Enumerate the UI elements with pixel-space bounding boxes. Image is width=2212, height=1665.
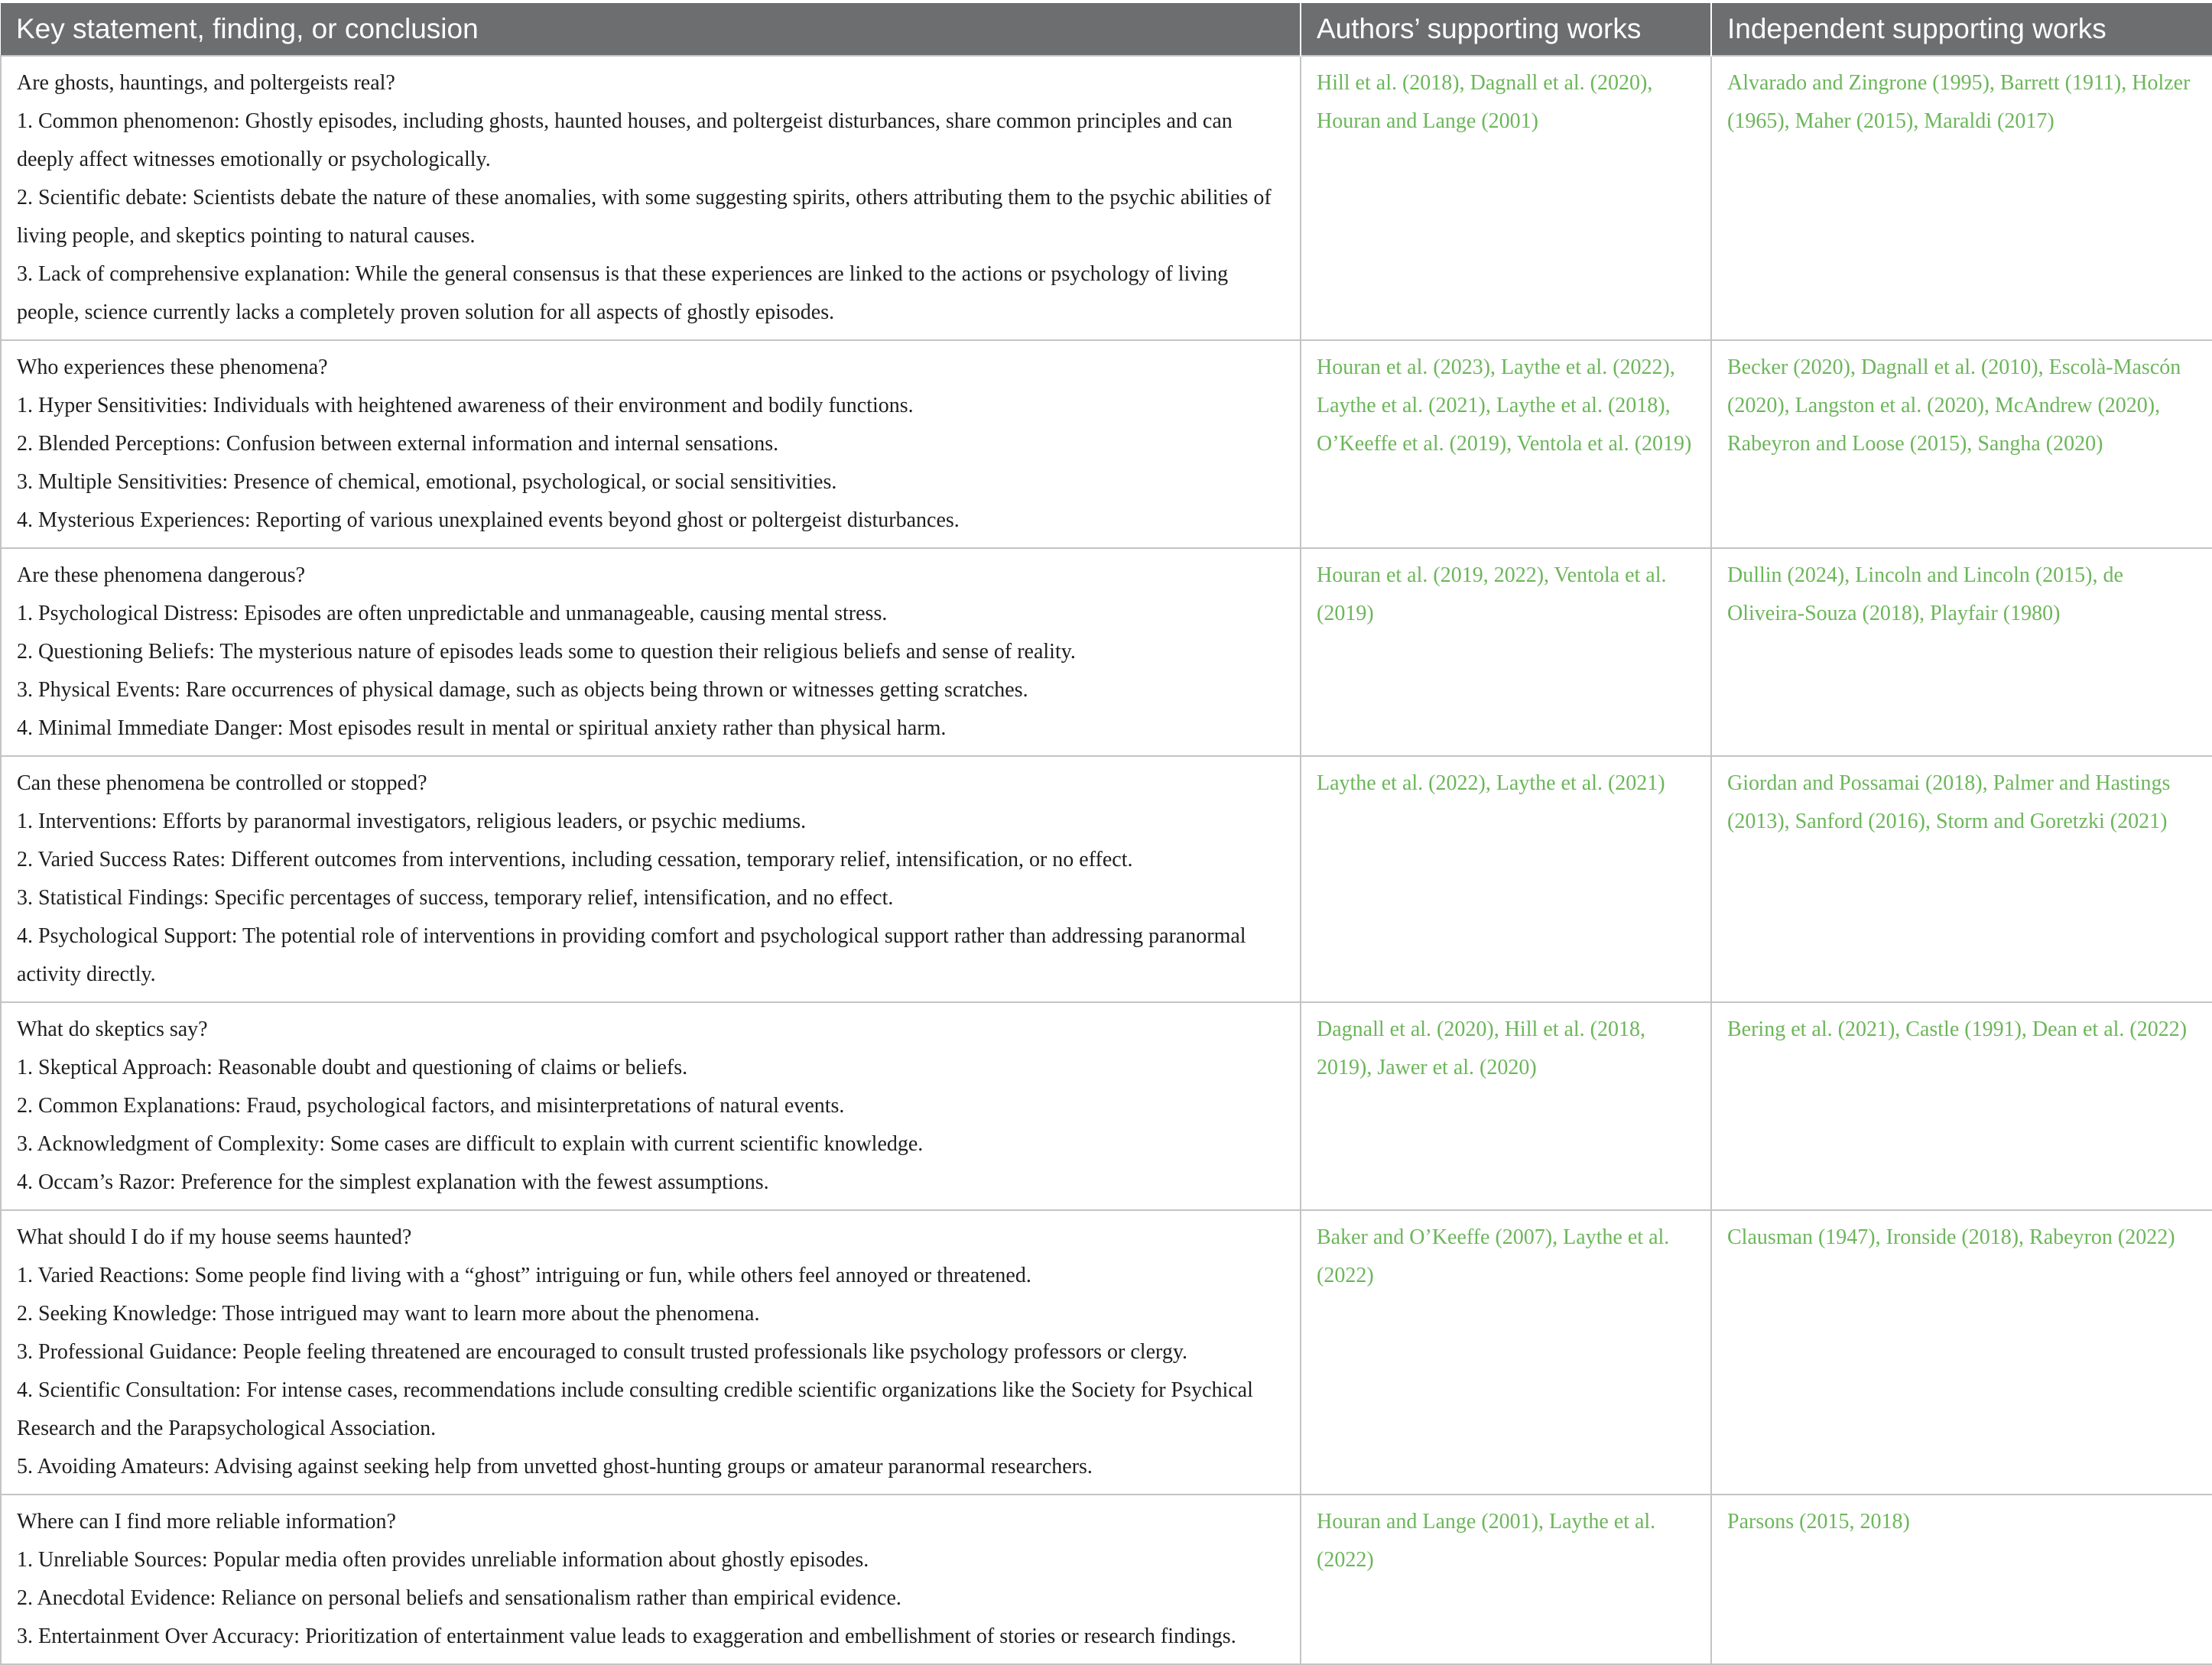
reference-separator: , — [1784, 109, 1795, 133]
row-point: 3. Statistical Findings: Specific percentages of success, temporary relief, intensification, and no effect. — [17, 886, 894, 910]
reference-link[interactable]: Jawer et al. (2020) — [1377, 1056, 1537, 1079]
authors-works-cell — [1301, 1210, 1711, 1495]
header-authors-works: Authors’ supporting works — [1301, 3, 1711, 56]
independent-works-cell — [1711, 1495, 2212, 1664]
reference-link[interactable]: Laythe et al. (2018) — [1496, 394, 1665, 417]
reference-separator: , — [2038, 355, 2049, 379]
reference-link[interactable]: Becker (2020) — [1727, 355, 1850, 379]
reference-link[interactable]: Clausman (1947) — [1727, 1225, 1876, 1249]
independent-works-cell — [1711, 548, 2212, 756]
reference-link[interactable]: O’Keeffe et al. (2019) — [1317, 432, 1507, 456]
table-row — [1, 548, 2212, 756]
reference-separator: , — [1913, 109, 1925, 133]
reference-link[interactable]: Houran et al. (2023) — [1317, 355, 1491, 379]
row-point: 2. Common Explanations: Fraud, psychological factors, and misinterpretations of natural events. — [17, 1094, 845, 1118]
reference-link[interactable]: Hill et al. (2018, 2019) — [1317, 1018, 1645, 1079]
table-row — [1, 1002, 2212, 1210]
reference-link[interactable]: Sangha (2020) — [1977, 432, 2103, 456]
reference-link[interactable]: McAndrew (2020) — [1994, 394, 2155, 417]
reference-link[interactable]: Laythe et al. (2022) — [1317, 1510, 1656, 1572]
header-row — [1, 3, 2212, 56]
reference-separator: , — [1919, 602, 1931, 625]
table-row — [1, 56, 2212, 340]
reference-separator: , — [1506, 432, 1517, 456]
reference-separator: , — [2121, 71, 2132, 95]
statement-cell — [1, 56, 1301, 340]
row-question: Can these phenomena be controlled or stopped? — [17, 771, 427, 795]
authors-works-cell — [1301, 548, 1711, 756]
statement-cell — [1, 1210, 1301, 1495]
row-point: 4. Minimal Immediate Danger: Most episodes result in mental or spiritual anxiety rather than physical harm. — [17, 716, 947, 740]
reference-separator: , — [2019, 1225, 2030, 1249]
statement-cell — [1, 548, 1301, 756]
row-question: What do skeptics say? — [17, 1018, 208, 1041]
row-point: 1. Unreliable Sources: Popular media often provides unreliable information about ghostly episodes. — [17, 1548, 869, 1572]
reference-separator: , — [1647, 71, 1653, 95]
reference-separator: , — [1538, 1510, 1550, 1534]
reference-separator: , — [1784, 394, 1795, 417]
row-point: 3. Physical Events: Rare occurrences of physical damage, such as objects being thrown or witnesses getting scratches. — [17, 678, 1028, 702]
reference-link[interactable]: Dagnall et al. (2020) — [1317, 1018, 1494, 1041]
reference-separator: , — [1784, 810, 1795, 833]
reference-link[interactable]: Houran et al. (2019, 2022) — [1317, 563, 1545, 587]
reference-separator: , — [1844, 563, 1856, 587]
reference-link[interactable]: Rabeyron (2022) — [2029, 1225, 2175, 1249]
row-point: 2. Questioning Beliefs: The mysterious nature of episodes leads some to question their religious beliefs and sense of reality. — [17, 640, 1076, 664]
statement-cell — [1, 340, 1301, 548]
table-row — [1, 756, 2212, 1002]
reference-separator: , — [1875, 1225, 1886, 1249]
reference-link[interactable]: Ventola et al. (2019) — [1516, 432, 1692, 456]
table-row — [1, 1210, 2212, 1495]
reference-link[interactable]: Dagnall et al. (2010) — [1860, 355, 2038, 379]
reference-link[interactable]: Barrett (1911) — [1999, 71, 2122, 95]
independent-works-cell — [1711, 56, 2212, 340]
statement-cell — [1, 1002, 1301, 1210]
row-question: Where can I find more reliable information? — [17, 1510, 396, 1534]
row-point: 1. Hyper Sensitivities: Individuals with heightened awareness of their environment and bodily functions. — [17, 394, 914, 417]
row-point: 1. Psychological Distress: Episodes are often unpredictable and unmanageable, causing mental stress. — [17, 602, 888, 625]
reference-separator: , — [1850, 355, 1861, 379]
row-question: What should I do if my house seems haunted? — [17, 1225, 412, 1249]
reference-separator: , — [1459, 71, 1470, 95]
row-point: 2. Scientific debate: Scientists debate the nature of these anomalies, with some suggesting spirits, others attributing them to the psychic abilities of living people, and skeptics pointing to natural causes. — [17, 186, 1272, 248]
row-point: 3. Acknowledgment of Complexity: Some cases are difficult to explain with current scientific knowledge. — [17, 1132, 924, 1156]
reference-link[interactable]: Ventola et al. (2019) — [1317, 563, 1667, 625]
reference-separator: , — [1669, 355, 1675, 379]
reference-link[interactable]: Dagnall et al. (2020) — [1470, 71, 1648, 95]
reference-separator: , — [1366, 1056, 1378, 1079]
reference-link[interactable]: Houran and Lange (2001) — [1317, 109, 1539, 133]
reference-link[interactable]: Laythe et al. (2021) — [1317, 394, 1486, 417]
row-point: 5. Avoiding Amateurs: Advising against seeking help from unvetted ghost-hunting groups or amateur paranormal researchers. — [17, 1455, 1093, 1478]
findings-table — [0, 3, 2212, 1665]
reference-separator: , — [1665, 394, 1671, 417]
table-row — [1, 1495, 2212, 1664]
reference-link[interactable]: Maher (2015) — [1795, 109, 1914, 133]
reference-link[interactable]: Houran and Lange (2001) — [1317, 1510, 1539, 1534]
reference-link[interactable]: Hill et al. (2018) — [1317, 71, 1460, 95]
authors-works-cell — [1301, 56, 1711, 340]
row-question: Are ghosts, hauntings, and poltergeists real? — [17, 71, 395, 95]
row-question: Who experiences these phenomena? — [17, 355, 328, 379]
row-point: 3. Entertainment Over Accuracy: Prioritization of entertainment value leads to exaggeration and embellishment of stories or research findings. — [17, 1624, 1236, 1648]
reference-separator: , — [1544, 563, 1554, 587]
row-point: 1. Interventions: Efforts by paranormal investigators, religious leaders, or psychic mediums. — [17, 810, 807, 833]
reference-link[interactable]: Holzer (1965) — [1727, 71, 2191, 133]
independent-works-cell — [1711, 1002, 2212, 1210]
header-key-statement: Key statement, finding, or conclusion — [1, 3, 1301, 56]
row-point: 1. Skeptical Approach: Reasonable doubt and questioning of claims or beliefs. — [17, 1056, 688, 1079]
reference-link[interactable]: Bering et al. (2021) — [1727, 1018, 1895, 1041]
reference-link[interactable]: Laythe et al. (2022) — [1317, 771, 1486, 795]
reference-link[interactable]: Alvarado and Zingrone (1995) — [1727, 71, 1990, 95]
reference-separator: , — [1493, 1018, 1505, 1041]
reference-separator: , — [1490, 355, 1502, 379]
row-point: 3. Multiple Sensitivities: Presence of chemical, emotional, psychological, or social sensitivities. — [17, 470, 837, 494]
reference-link[interactable]: Langston et al. (2020) — [1795, 394, 1984, 417]
reference-separator: , — [1982, 771, 1993, 795]
reference-link[interactable]: Rabeyron and Loose (2015) — [1727, 432, 1967, 456]
authors-works-cell — [1301, 1002, 1711, 1210]
reference-link[interactable]: Escolà-Mascón (2020) — [1727, 355, 2181, 417]
reference-link[interactable]: Laythe et al. (2021) — [1496, 771, 1665, 795]
reference-separator: , — [1485, 394, 1496, 417]
row-point: 4. Scientific Consultation: For intense cases, recommendations include consulting credible scientific organizations like the Society for Psychical Research and the Parapsychological Association. — [17, 1378, 1253, 1440]
reference-link[interactable]: Storm and Goretzki (2021) — [1935, 810, 2168, 833]
reference-link[interactable]: Laythe et al. (2022) — [1317, 1225, 1670, 1287]
header-independent-works: Independent supporting works — [1711, 3, 2212, 56]
row-point: 3. Lack of comprehensive explanation: While the general consensus is that these experiences are linked to the actions or psychology of living people, science currently lacks a completely proven solution for all aspects of ghostly episodes. — [17, 262, 1229, 324]
row-point: 3. Professional Guidance: People feeling threatened are encouraged to consult trusted professionals like psychology professors or clergy. — [17, 1340, 1188, 1364]
reference-link[interactable]: de Oliveira-Souza (2018) — [1727, 563, 2123, 625]
authors-works-cell — [1301, 756, 1711, 1002]
statement-cell — [1, 756, 1301, 1002]
reference-separator: , — [1983, 394, 1995, 417]
reference-link[interactable]: Giordan and Possamai (2018) — [1727, 771, 1983, 795]
reference-separator: , — [1989, 71, 2000, 95]
reference-link[interactable]: Castle (1991) — [1905, 1018, 2022, 1041]
reference-link[interactable]: Playfair (1980) — [1930, 602, 2061, 625]
independent-works-cell — [1711, 756, 2212, 1002]
reference-separator: , — [2155, 394, 2161, 417]
reference-link[interactable]: Parsons (2015, 2018) — [1727, 1510, 1910, 1534]
table-body — [1, 56, 2212, 1664]
reference-separator: , — [2021, 1018, 2032, 1041]
reference-separator: , — [2092, 563, 2103, 587]
row-point: 4. Occam’s Razor: Preference for the simplest explanation with the fewest assumptions. — [17, 1170, 769, 1194]
reference-separator: , — [1485, 771, 1496, 795]
reference-link[interactable]: Dean et al. (2022) — [2032, 1018, 2188, 1041]
row-point: 2. Blended Perceptions: Confusion between external information and internal sensations. — [17, 432, 779, 456]
row-question: Are these phenomena dangerous? — [17, 563, 306, 587]
row-point: 4. Mysterious Experiences: Reporting of various unexplained events beyond ghost or poltergeist disturbances. — [17, 508, 960, 532]
authors-works-cell — [1301, 1495, 1711, 1664]
reference-separator: , — [1967, 432, 1978, 456]
reference-link[interactable]: Maraldi (2017) — [1924, 109, 2054, 133]
table-row — [1, 340, 2212, 548]
independent-works-cell — [1711, 340, 2212, 548]
reference-link[interactable]: Baker and O’Keeffe (2007) — [1317, 1225, 1553, 1249]
authors-works-cell — [1301, 340, 1711, 548]
reference-link[interactable]: Ironside (2018) — [1886, 1225, 2019, 1249]
row-point: 2. Seeking Knowledge: Those intrigued may want to learn more about the phenomena. — [17, 1302, 760, 1326]
independent-works-cell — [1711, 1210, 2212, 1495]
row-point: 2. Anecdotal Evidence: Reliance on personal beliefs and sensationalism rather than empirical evidence. — [17, 1586, 901, 1610]
row-point: 1. Varied Reactions: Some people find living with a “ghost” intriguing or fun, while others feel annoyed or threatened. — [17, 1264, 1031, 1287]
reference-link[interactable]: Laythe et al. (2022) — [1501, 355, 1670, 379]
reference-link[interactable]: Dullin (2024) — [1727, 563, 1845, 587]
reference-link[interactable]: Palmer and Hastings (2013) — [1727, 771, 2171, 833]
row-point: 4. Psychological Support: The potential role of interventions in providing comfort and psychological support rather than addressing paranormal activity directly. — [17, 924, 1246, 986]
reference-separator: , — [1552, 1225, 1564, 1249]
reference-link[interactable]: Lincoln and Lincoln (2015) — [1855, 563, 2093, 587]
reference-separator: , — [1925, 810, 1936, 833]
row-point: 2. Varied Success Rates: Different outcomes from interventions, including cessation, temporary relief, intensification, or no effect. — [17, 848, 1133, 871]
reference-link[interactable]: Sanford (2016) — [1795, 810, 1925, 833]
row-point: 1. Common phenomenon: Ghostly episodes, including ghosts, haunted houses, and poltergeist disturbances, share common principles and can deeply affect witnesses emotionally or psychologically. — [17, 109, 1233, 171]
statement-cell — [1, 1495, 1301, 1664]
reference-separator: , — [1895, 1018, 1906, 1041]
table-header — [1, 3, 2212, 56]
